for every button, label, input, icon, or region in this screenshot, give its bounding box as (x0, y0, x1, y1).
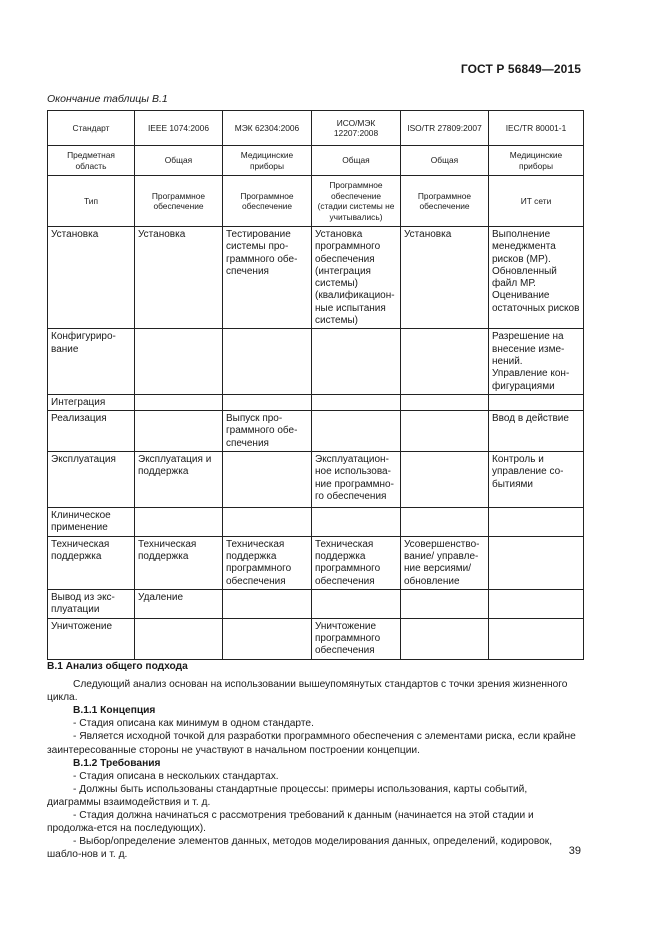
table-cell (135, 508, 223, 537)
table-cell: Техническая поддержка (48, 536, 135, 589)
header-cell: ИСО/МЭК 12207:2008 (312, 111, 401, 146)
table-cell: Усовершенство-вание/ управле-ние версиями/ обновление (401, 536, 489, 589)
table-cell (223, 452, 312, 508)
list-item: - Стадия должна начинаться с рассмотрения требований к данным (начинается на этой стадии и продолжа-ется на последующих). (47, 810, 534, 835)
document-id: ГОСТ Р 56849—2015 (460, 62, 581, 76)
header-cell: Медицинские приборы (223, 146, 312, 176)
list-item: - Должны быть использованы стандартные процессы: примеры использования, карты событий, диаграммы взаимодействия и т. д. (47, 783, 528, 808)
table-cell (312, 394, 401, 410)
table-cell: Техническая поддержка программного обеспечения (312, 536, 401, 589)
list-item: - Выбор/определение элементов данных, методов моделирования данных, определений, кодировок, шабло-нов и т. д. (47, 836, 553, 861)
header-cell: МЭК 62304:2006 (223, 111, 312, 146)
table-cell (401, 394, 489, 410)
intro-paragraph: Следующий анализ основан на использовании вышеупомянутых стандартов с точки зрения жизненного цикла. (47, 679, 568, 704)
table-cell (312, 411, 401, 452)
table-cell (489, 394, 584, 410)
table-cell (312, 589, 401, 618)
table-cell (312, 329, 401, 394)
header-cell: Программное обеспечение (стадии системы не учитывались) (312, 176, 401, 227)
table-row (48, 227, 584, 329)
header-cell: Программное обеспечение (135, 176, 223, 227)
page-number: 39 (568, 845, 581, 857)
table-cell (223, 329, 312, 394)
header-row-type (48, 176, 584, 227)
table-cell: Вывод из экс-плуатации (48, 589, 135, 618)
table-cell: Техническая поддержка программного обеспечения (223, 536, 312, 589)
table-cell (489, 618, 584, 659)
analysis-section (47, 660, 583, 861)
table-cell: Конфигуриро-вание (48, 329, 135, 394)
table-cell: Эксплуатация и поддержка (135, 452, 223, 508)
header-row-area (48, 146, 584, 176)
table-cell (223, 618, 312, 659)
table-cell: Эксплуатация (48, 452, 135, 508)
table-row (48, 329, 584, 394)
table-cell: Реализация (48, 411, 135, 452)
table-cell: Эксплуатацион-ное использова-ние программно-го обеспечения (312, 452, 401, 508)
header-row-standard (48, 111, 584, 146)
table-cell (489, 508, 584, 537)
table-cell (401, 589, 489, 618)
table-cell: Установка (135, 227, 223, 329)
table-cell (401, 618, 489, 659)
lifecycle-comparison-table (47, 110, 584, 660)
table-cell: Установка (401, 227, 489, 329)
table-row (48, 618, 584, 659)
table-row (48, 452, 584, 508)
table-cell (223, 394, 312, 410)
table-cell (135, 411, 223, 452)
table-cell (489, 589, 584, 618)
table-cell (135, 394, 223, 410)
header-cell: ИТ сети (489, 176, 584, 227)
table-cell (223, 589, 312, 618)
table-cell (401, 508, 489, 537)
table-cell: Техническая поддержка (135, 536, 223, 589)
header-cell: Общая (135, 146, 223, 176)
table-row (48, 589, 584, 618)
table-cell: Установка (48, 227, 135, 329)
table-caption: Окончание таблицы В.1 (47, 93, 168, 105)
subsection-title-requirements: В.1.2 Требования (73, 757, 161, 769)
table-cell: Выполнение менеджмента рисков (МР). Обновленный файл МР. Оценивание остаточных рисков (489, 227, 584, 329)
table-cell: Клиническое применение (48, 508, 135, 537)
subsection-title-concept: В.1.1 Концепция (73, 705, 156, 717)
table-cell (489, 536, 584, 589)
header-cell: IEC/TR 80001-1 (489, 111, 584, 146)
table-cell: Уничтожение (48, 618, 135, 659)
table-cell: Разрешение на внесение изме-нений. Управление кон-фигурациями (489, 329, 584, 394)
table-row (48, 394, 584, 410)
header-cell: ISO/TR 27809:2007 (401, 111, 489, 146)
table-cell (401, 452, 489, 508)
list-item: - Стадия описана как минимум в одном стандарте. (73, 718, 314, 730)
header-cell: Тип (48, 176, 135, 227)
table-cell: Удаление (135, 589, 223, 618)
table-cell: Контроль и управление со-бытиями (489, 452, 584, 508)
table-row (48, 536, 584, 589)
table-row (48, 411, 584, 452)
header-cell: Общая (401, 146, 489, 176)
table-cell (223, 508, 312, 537)
table-cell: Тестирование системы про-граммного обе-спечения (223, 227, 312, 329)
header-cell: IEEE 1074:2006 (135, 111, 223, 146)
header-cell: Программное обеспечение (223, 176, 312, 227)
table-row (48, 508, 584, 537)
table-cell (401, 411, 489, 452)
table-cell (135, 618, 223, 659)
header-cell: Стандарт (48, 111, 135, 146)
table-cell (135, 329, 223, 394)
header-cell: Предметная область (48, 146, 135, 176)
table-cell: Интеграция (48, 394, 135, 410)
header-cell: Общая (312, 146, 401, 176)
table-cell (401, 329, 489, 394)
list-item: - Является исходной точкой для разработки программного обеспечения с элементами риска, если крайне заинтересованные стороны не участвуют в начальном построении концепции. (47, 731, 576, 756)
table-cell: Установка программного обеспечения (интеграция системы) (квалификацион-ные испытания системы) (312, 227, 401, 329)
table-cell: Ввод в действие (489, 411, 584, 452)
table-cell (312, 508, 401, 537)
table-cell: Уничтожение программного обеспечения (312, 618, 401, 659)
header-cell: Медицинские приборы (489, 146, 584, 176)
header-cell: Программное обеспечение (401, 176, 489, 227)
section-title: В.1 Анализ общего подхода (47, 661, 188, 672)
list-item: - Стадия описана в нескольких стандартах. (73, 770, 279, 782)
table-cell: Выпуск про-граммного обе-спечения (223, 411, 312, 452)
